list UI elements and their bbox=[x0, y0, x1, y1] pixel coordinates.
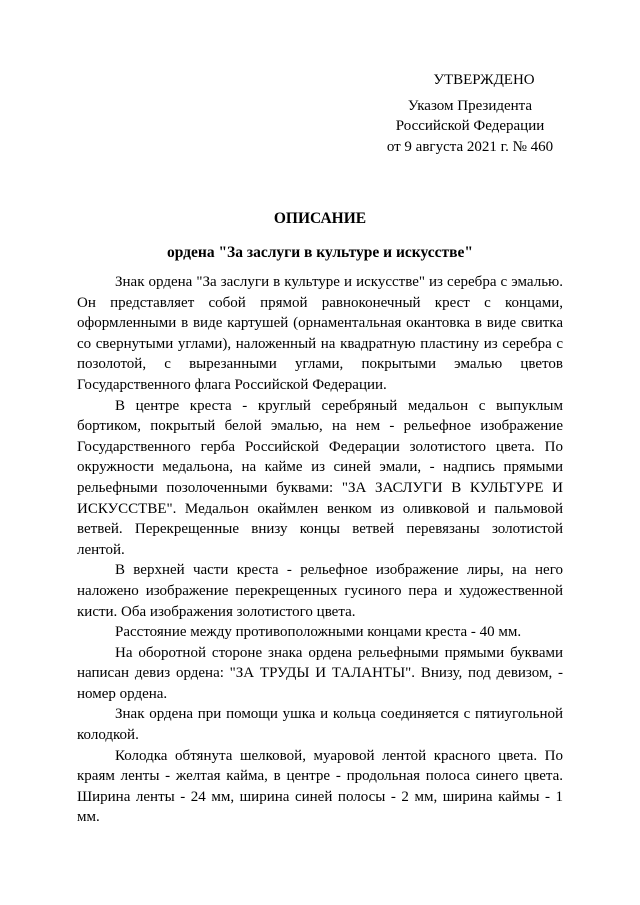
approval-country: Российской Федерации bbox=[395, 118, 545, 134]
document-heading bbox=[60, 208, 580, 264]
document-title: ОПИСАНИЕ bbox=[273, 210, 367, 227]
paragraph-reverse-side: На оборотной стороне знака ордена рельефными прямыми буквами написан девиз ордена: "ЗА ТРУДЫ И ТАЛАНТЫ". Внизу, под девизом, - номер ордена. bbox=[77, 644, 563, 702]
approval-block bbox=[360, 70, 580, 157]
paragraph-badge-material: Знак ордена "За заслуги в культуре и искусстве" из серебра с эмалью. Он представляет собой прямой равноконечный крест с концами, оформленными в виде картушей (орнаментальная окантовка в виде свитка со свернутыми углами), наложенный на квадратную пластину из серебра с позолотой, с вырезанными углами, покрытыми эмалью цветов Государственного флага Российской Федерации. bbox=[77, 274, 563, 393]
paragraph-medallion: В центре креста - круглый серебряный медальон с выпуклым бортиком, покрытый белой эмалью, на нем - рельефное изображение Государственного герба Российской Федерации золотистого цвета. По окружности медальона, на кайме из синей эмали, - надпись прямыми рельефными позолоченными буквами: "ЗА ЗАСЛУГИ В КУЛЬТУРЕ И ИСКУССТВЕ". Медальон окаймлен венком из оливковой и пальмовой ветвей. Перекрещенные внизу концы ветвей перевязаны золотистой лентой. bbox=[77, 397, 563, 558]
approval-decree-date: от 9 августа 2021 г. № 460 bbox=[386, 138, 554, 155]
document-subtitle: ордена "За заслуги в культуре и искусстве" bbox=[167, 244, 473, 261]
paragraph-ribbon: Колодка обтянута шелковой, муаровой лентой красного цвета. По краям ленты - желтая кайма, в центре - продольная полоса синего цвета. Ширина ленты - 24 мм, ширина синей полосы - 2 мм, ширина каймы - 1 мм. bbox=[77, 747, 563, 826]
paragraph-size: Расстояние между противоположными концами креста - 40 мм. bbox=[115, 624, 522, 641]
document-body bbox=[77, 272, 563, 828]
approval-issuer: Указом Президента bbox=[407, 97, 533, 114]
approval-label: УТВЕРЖДЕНО bbox=[433, 72, 535, 88]
paragraph-lyre: В верхней части креста - рельефное изображение лиры, на него наложено изображение перекрещенных гусиного пера и художественной кисти. Оба изображения золотистого цвета. bbox=[77, 562, 563, 620]
paragraph-attachment: Знак ордена при помощи ушка и кольца соединяется с пятиугольной колодкой. bbox=[77, 706, 563, 744]
